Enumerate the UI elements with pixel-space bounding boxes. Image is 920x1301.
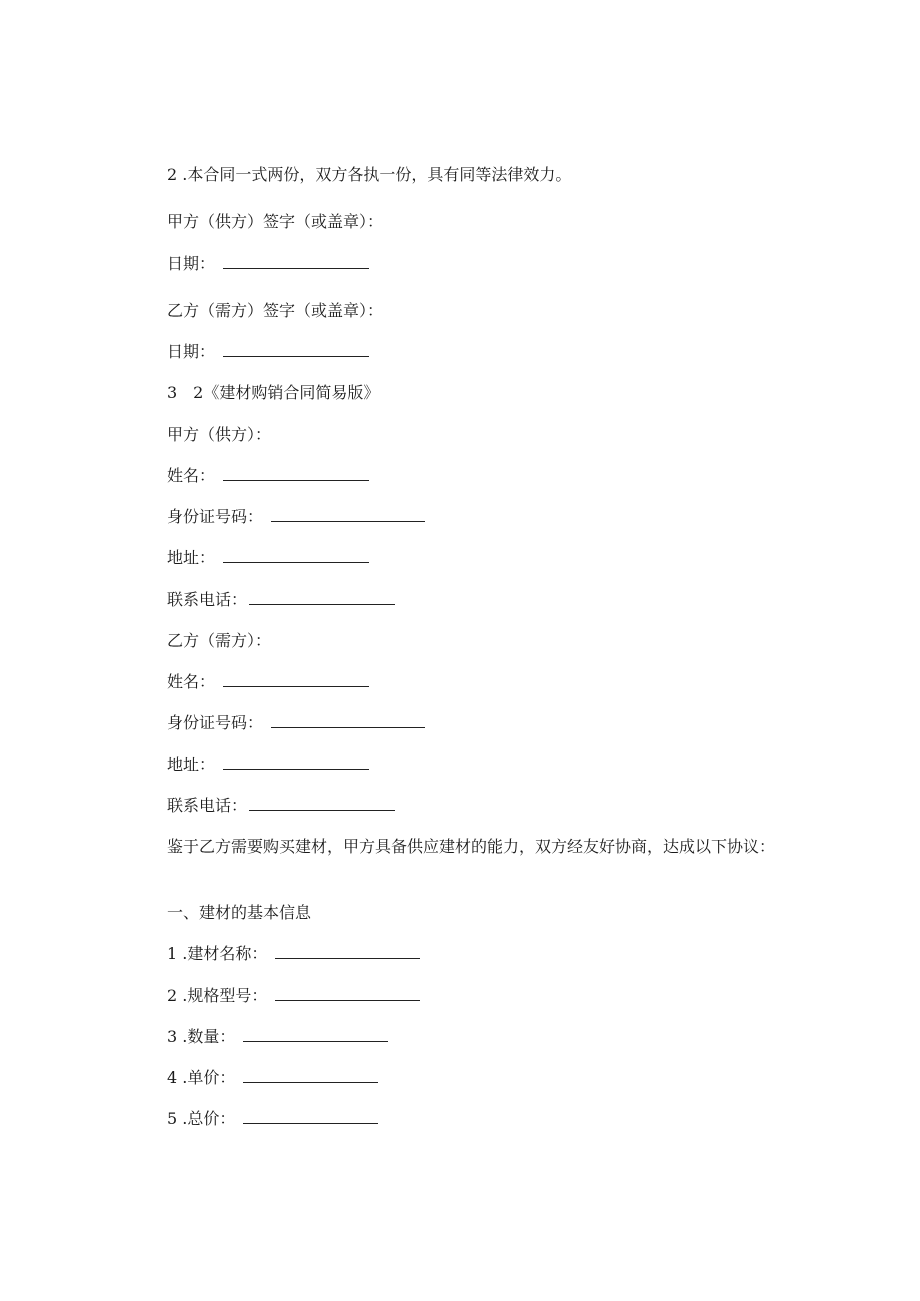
party-a-heading (167, 425, 271, 445)
party-b-date (167, 342, 369, 362)
item-label: 4 .单价： (167, 1068, 236, 1087)
name-label: 姓名： (167, 466, 216, 485)
party-b-heading-text: 乙方（需方）： (167, 631, 272, 650)
party-a-signature (167, 212, 383, 232)
party-a-signature-label: 甲方（供方）签字（或盖章）： (167, 212, 384, 231)
party-a-name (167, 466, 369, 486)
basic-info-title-text: 一、建材的基本信息 (167, 903, 312, 922)
item-unit-price (167, 1068, 378, 1088)
item-label: 1 .建材名称： (167, 944, 268, 963)
address-label: 地址： (167, 755, 216, 774)
item-quantity (167, 1027, 388, 1047)
address-blank[interactable] (223, 548, 369, 563)
party-a-date (167, 254, 369, 274)
party-b-name (167, 672, 369, 692)
item-label: 5 .总价： (167, 1109, 236, 1128)
phone-blank[interactable] (249, 590, 395, 605)
clause-2-text: 2 .本合同一式两份，双方各执一份，具有同等法律效力。 (167, 165, 572, 184)
party-a-phone (167, 590, 395, 610)
party-b-signature-label: 乙方（需方）签字（或盖章）： (167, 301, 384, 320)
date-blank[interactable] (223, 254, 369, 269)
name-blank[interactable] (223, 672, 369, 687)
item-total-price (167, 1109, 378, 1129)
item-label: 2 .规格型号： (167, 986, 268, 1005)
item-spec-model (167, 986, 420, 1006)
party-b-id (167, 713, 425, 733)
date-label: 日期： (167, 342, 216, 361)
id-label: 身份证号码： (167, 507, 264, 526)
item-blank[interactable] (243, 1068, 378, 1083)
item-material-name (167, 944, 420, 964)
intro-paragraph: 鉴于乙方需要购买建材，甲方具备供应建材的能力，双方经友好协商，达成以下协议： (167, 837, 776, 856)
item-blank[interactable] (275, 986, 420, 1001)
basic-info-title (167, 903, 311, 923)
phone-label: 联系电话： (167, 796, 248, 815)
item-blank[interactable] (243, 1027, 388, 1042)
phone-blank[interactable] (249, 796, 395, 811)
clause-2 (167, 165, 571, 185)
address-label: 地址： (167, 548, 216, 567)
id-blank[interactable] (271, 507, 425, 522)
party-b-address (167, 755, 369, 775)
party-a-heading-text: 甲方（供方）： (167, 425, 272, 444)
date-blank[interactable] (223, 342, 369, 357)
party-a-id (167, 507, 425, 527)
item-blank[interactable] (243, 1109, 378, 1124)
phone-label: 联系电话： (167, 590, 248, 609)
address-blank[interactable] (223, 755, 369, 770)
date-label: 日期： (167, 254, 216, 273)
section-title (167, 383, 379, 403)
name-blank[interactable] (223, 466, 369, 481)
id-label: 身份证号码： (167, 713, 264, 732)
party-b-heading (167, 631, 271, 651)
item-blank[interactable] (275, 944, 420, 959)
name-label: 姓名： (167, 672, 216, 691)
section-title-text: 3 2《建材购销合同简易版》 (167, 383, 380, 402)
item-label: 3 .数量： (167, 1027, 236, 1046)
party-b-phone (167, 796, 395, 816)
id-blank[interactable] (271, 713, 425, 728)
party-a-address (167, 548, 369, 568)
party-b-signature (167, 301, 383, 321)
